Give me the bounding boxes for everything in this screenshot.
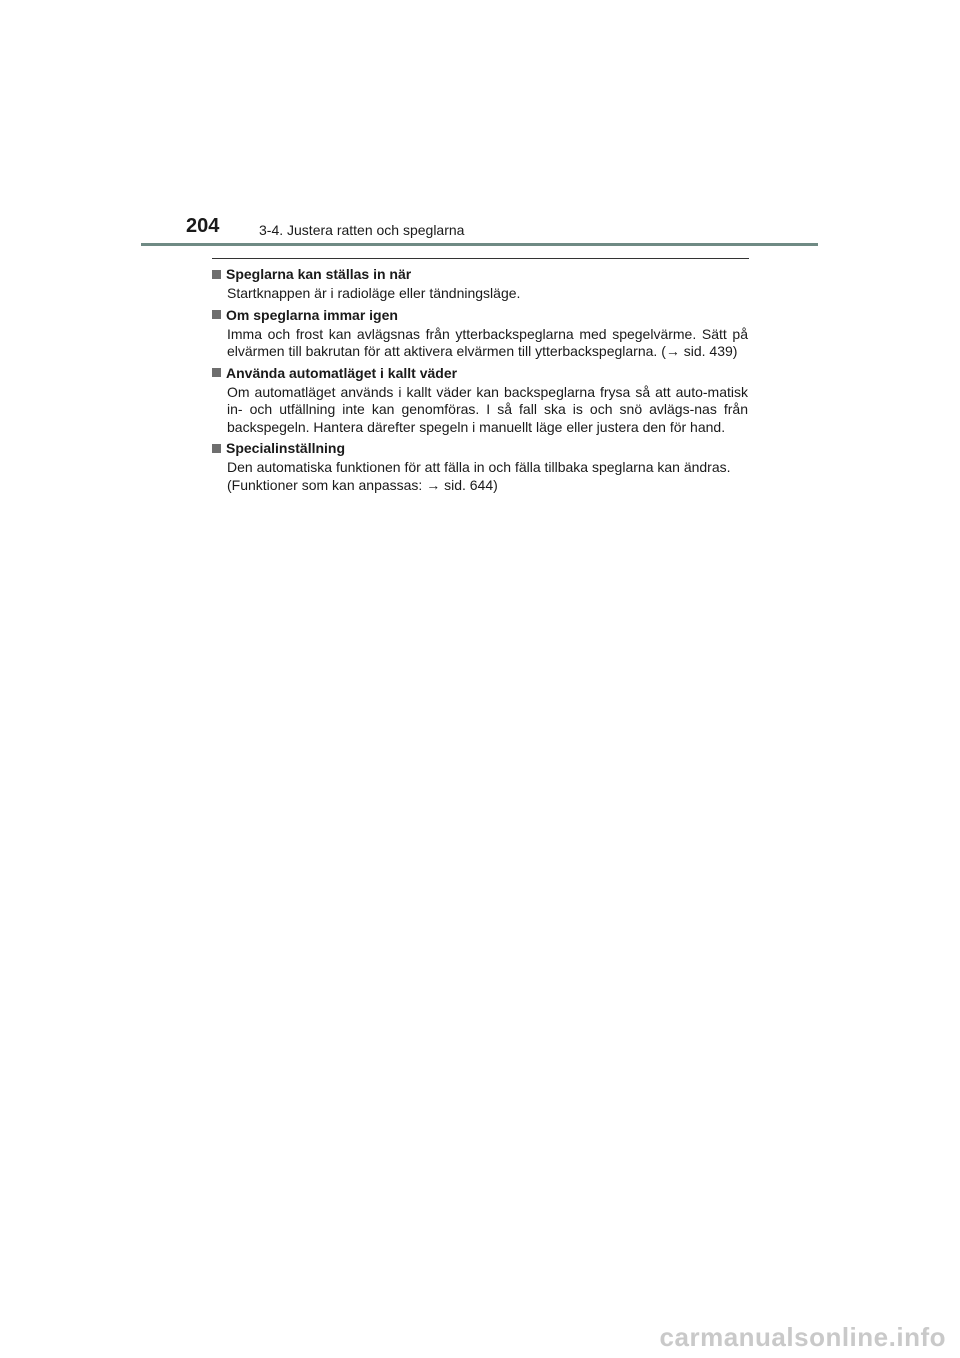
paragraph: Om automatläget används i kallt väder kan backspeglarna frysa så att auto-matisk in- och utfällning inte kan genomföras. I så fall ska is och snö avlägs-nas från backspegeln. Hantera därefter spegeln i manuellt läge eller justera den för hand. — [227, 383, 748, 435]
section-heading — [212, 364, 748, 382]
section-heading — [212, 306, 748, 324]
section-heading — [212, 439, 748, 457]
page-number: 204 — [186, 215, 220, 237]
square-bullet-icon — [212, 444, 221, 453]
watermark: carmanualsonline.info — [659, 1322, 946, 1352]
section-body — [212, 285, 748, 303]
section-mirror-adjust-conditions — [212, 265, 748, 303]
section-heading — [212, 265, 748, 283]
paragraph: Imma och frost kan avlägsnas från ytterbackspeglarna med spegelvärme. Sätt på elvärmen till bakrutan för att aktivera elvärmen till ytterbackspeglarna. (→ sid. 439) — [227, 325, 748, 359]
section-customization — [212, 439, 748, 494]
section-heading-text: Om speglarna immar igen — [226, 306, 398, 323]
section-heading-text: Speglarna kan ställas in när — [226, 266, 412, 282]
page-content — [212, 265, 748, 497]
section-body — [212, 326, 748, 361]
content-divider — [212, 258, 749, 259]
chapter-title: 3-4. Justera ratten och speglarna — [259, 222, 465, 238]
paragraph: Den automatiska funktionen för att fälla in och fälla tillbaka speglarna kan ändras. — [227, 459, 731, 475]
square-bullet-icon — [212, 270, 221, 279]
square-bullet-icon — [212, 310, 221, 319]
page-header — [0, 0, 960, 250]
section-heading-text: Specialinställning — [226, 440, 346, 456]
header-rule — [141, 243, 818, 246]
section-body — [212, 384, 748, 437]
section-heading-text: Använda automatläget i kallt väder — [226, 364, 458, 381]
section-auto-mode-cold-weather — [212, 364, 748, 437]
square-bullet-icon — [212, 368, 221, 377]
section-mirrors-fog-up — [212, 306, 748, 361]
paragraph: Startknappen är i radioläge eller tändningsläge. — [227, 285, 521, 301]
paragraph: (Funktioner som kan anpassas: → sid. 644) — [227, 476, 498, 493]
section-body — [212, 459, 748, 494]
